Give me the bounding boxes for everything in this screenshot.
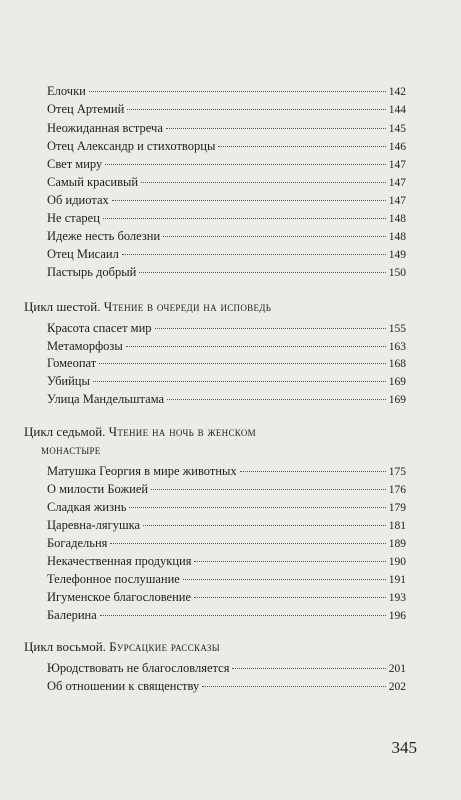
cycle-prefix: Цикл седьмой. <box>24 424 109 439</box>
entry-page: 181 <box>388 520 406 532</box>
dot-leader <box>122 254 386 255</box>
toc-entry <box>47 571 406 587</box>
entry-page: 147 <box>388 177 406 189</box>
entry-title: Отец Александр и стихотворцы <box>47 139 216 153</box>
toc-entry <box>47 338 406 354</box>
toc-entry <box>47 101 406 117</box>
entry-page: 147 <box>388 195 406 207</box>
entry-title: Богадельня <box>47 536 108 550</box>
dot-leader <box>155 328 386 329</box>
dot-leader <box>163 236 386 237</box>
toc-entry <box>47 174 406 190</box>
dot-leader <box>126 346 386 347</box>
entry-title: Царевна-лягушка <box>47 518 141 532</box>
entry-title: Самый красивый <box>47 175 139 189</box>
entry-title: Юродствовать не благословляется <box>47 661 230 675</box>
toc-entry <box>47 156 406 172</box>
dot-leader <box>129 507 385 508</box>
toc-entry <box>47 463 406 479</box>
dot-leader <box>232 668 385 669</box>
entry-page: 169 <box>388 376 406 388</box>
entry-page: 176 <box>388 484 406 496</box>
dot-leader <box>139 272 385 273</box>
toc-entry <box>47 553 406 569</box>
entry-title: Гомеопат <box>47 356 97 370</box>
dot-leader <box>89 91 386 92</box>
dot-leader <box>99 363 386 364</box>
dot-leader <box>103 218 386 219</box>
dot-leader <box>183 579 386 580</box>
cycle-heading <box>24 298 424 316</box>
entry-title: Пастырь добрый <box>47 265 137 279</box>
dot-leader <box>127 109 385 110</box>
toc-entry <box>47 355 406 371</box>
entry-page: 150 <box>388 267 406 279</box>
entry-title: Идеже несть болезни <box>47 229 161 243</box>
toc-entry <box>47 391 406 407</box>
entry-title: Не старец <box>47 211 100 225</box>
toc-entry <box>47 210 406 226</box>
entry-page: 191 <box>388 574 406 586</box>
page-number: 345 <box>391 738 417 757</box>
cycle-heading-continuation <box>41 441 441 459</box>
entry-title: Красота спасет мир <box>47 321 152 335</box>
entry-page: 189 <box>388 538 406 550</box>
toc-entry <box>47 373 406 389</box>
cycle-prefix: Цикл восьмой. <box>24 639 110 654</box>
dot-leader <box>167 399 386 400</box>
entry-page: 148 <box>388 213 406 225</box>
toc-entry <box>47 499 406 515</box>
toc-entry <box>47 678 406 694</box>
toc-entry <box>47 228 406 244</box>
entry-page: 179 <box>388 502 406 514</box>
entry-page: 193 <box>388 592 406 604</box>
entry-title: Сладкая жизнь <box>47 500 127 514</box>
cycle-title: Чтение в очереди на исповедь <box>103 299 272 314</box>
dot-leader <box>166 128 386 129</box>
dot-leader <box>194 561 385 562</box>
toc-entry <box>47 83 406 99</box>
dot-leader <box>194 597 386 598</box>
toc-entry <box>47 192 406 208</box>
toc-entry <box>47 246 406 262</box>
dot-leader <box>202 686 386 687</box>
cycle-title-line2: монастыре <box>41 442 101 457</box>
entry-page: 149 <box>388 249 406 261</box>
entry-page: 148 <box>388 231 406 243</box>
entry-title: Отец Мисаил <box>47 247 119 261</box>
dot-leader <box>143 525 386 526</box>
entry-page: 142 <box>388 86 406 98</box>
toc-entry <box>47 320 406 336</box>
cycle-heading <box>24 423 424 441</box>
entry-title: Игуменское благословение <box>47 590 192 604</box>
toc-entry <box>47 535 406 551</box>
toc-entry <box>47 264 406 280</box>
dot-leader <box>141 182 386 183</box>
entry-page: 169 <box>388 394 406 406</box>
dot-leader <box>105 164 386 165</box>
cycle-prefix: Цикл шестой. <box>24 299 104 314</box>
entry-page: 145 <box>388 123 406 135</box>
entry-title: Улица Мандельштама <box>47 392 165 406</box>
dot-leader <box>151 489 386 490</box>
entry-title: Об отношении к священству <box>47 679 200 693</box>
entry-page: 175 <box>388 466 406 478</box>
cycle-heading <box>24 638 424 656</box>
entry-title: Отец Артемий <box>47 102 125 116</box>
cycle-title: Чтение на ночь в женском <box>108 424 256 439</box>
entry-page: 146 <box>388 141 406 153</box>
toc-entry <box>47 660 406 676</box>
entry-page: 147 <box>388 159 406 171</box>
entry-title: Матушка Георгия в мире животных <box>47 464 237 478</box>
entry-title: Метаморфозы <box>47 339 123 353</box>
dot-leader <box>110 543 385 544</box>
entry-page: 196 <box>388 610 406 622</box>
entry-page: 190 <box>388 556 406 568</box>
entry-title: Балерина <box>47 608 97 622</box>
toc-entry <box>47 138 406 154</box>
entry-title: Некачественная продукция <box>47 554 192 568</box>
dot-leader <box>218 146 385 147</box>
toc-entry <box>47 120 406 136</box>
toc-entry <box>47 481 406 497</box>
dot-leader <box>100 615 386 616</box>
cycle-title: Бурсацкие рассказы <box>109 639 220 654</box>
entry-page: 155 <box>388 323 406 335</box>
dot-leader <box>112 200 386 201</box>
entry-page: 168 <box>388 358 406 370</box>
dot-leader <box>93 381 386 382</box>
entry-title: Елочки <box>47 84 86 98</box>
entry-title: О милости Божией <box>47 482 149 496</box>
entry-title: Неожиданная встреча <box>47 121 163 135</box>
toc-entry <box>47 517 406 533</box>
toc-entry <box>47 589 406 605</box>
toc-entry <box>47 607 406 623</box>
dot-leader <box>240 471 386 472</box>
entry-page: 201 <box>388 663 406 675</box>
entry-page: 202 <box>388 681 406 693</box>
entry-title: Телефонное послушание <box>47 572 180 586</box>
entry-title: Убийцы <box>47 374 90 388</box>
entry-page: 144 <box>388 104 406 116</box>
entry-page: 163 <box>388 341 406 353</box>
entry-title: Свет миру <box>47 157 103 171</box>
entry-title: Об идиотах <box>47 193 109 207</box>
